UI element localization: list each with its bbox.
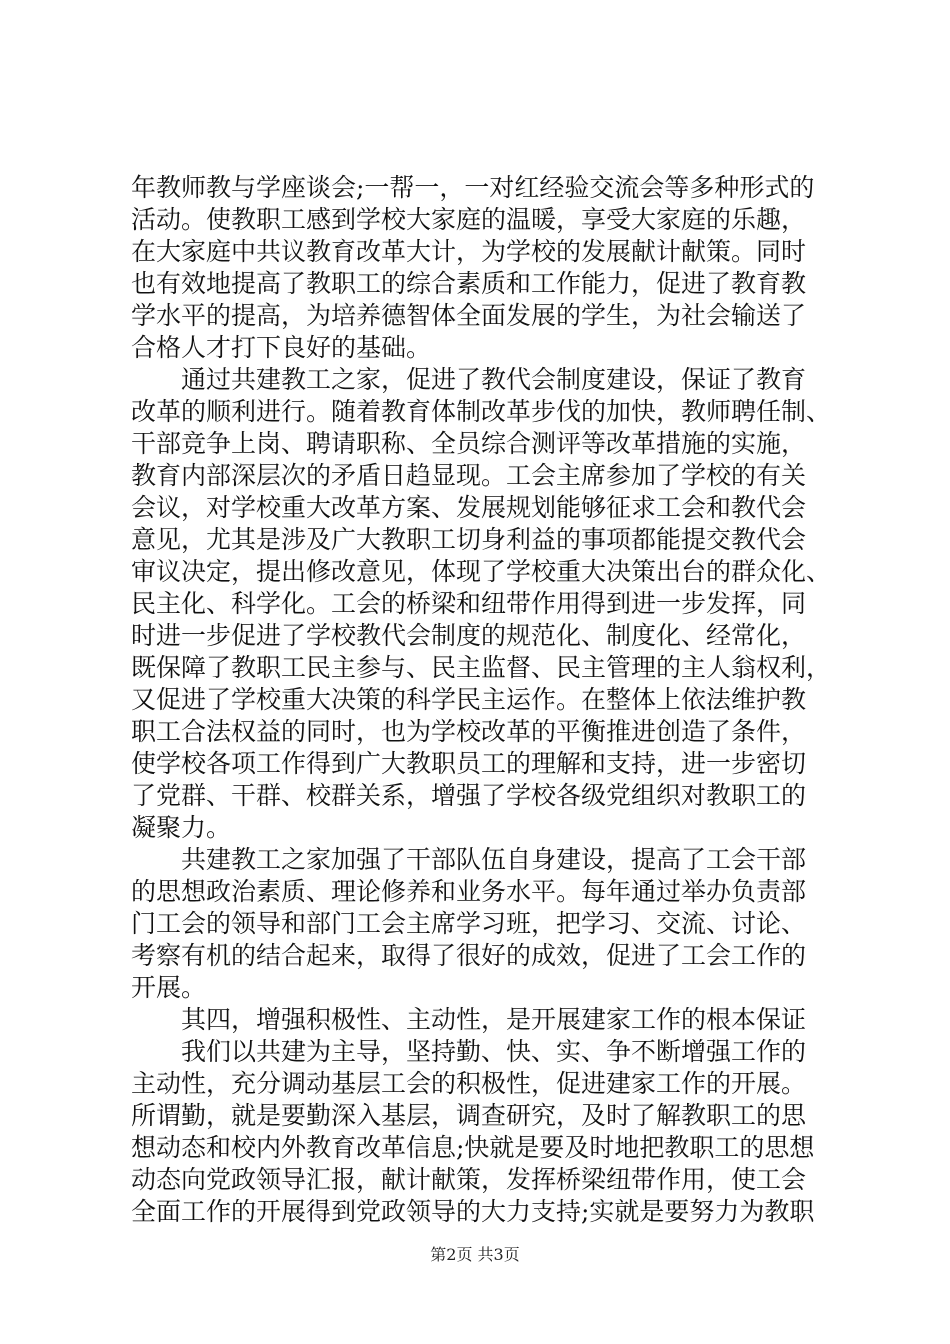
text-line: 使学校各项工作得到广大教职员工的理解和支持，进一步密切 — [131, 749, 807, 778]
text-line: 考察有机的结合起来，取得了很好的成效，促进了工会工作的 — [131, 941, 807, 970]
text-line: 职工合法权益的同时，也为学校改革的平衡推进创造了条件， — [131, 717, 807, 746]
text-line: 想动态和校内外教育改革信息;快就是要及时地把教职工的思想 — [131, 1133, 815, 1162]
text-line: 会议，对学校重大改革方案、发展规划能够征求工会和教代会 — [131, 493, 807, 522]
text-line: 民主化、科学化。工会的桥梁和纽带作用得到进一步发挥，同 — [131, 589, 807, 618]
body-text — [131, 172, 831, 1228]
text-line: 活动。使教职工感到学校大家庭的温暖，享受大家庭的乐趣， — [131, 205, 807, 234]
text-line: 时进一步促进了学校教代会制度的规范化、制度化、经常化， — [131, 621, 807, 650]
text-line: 意见，尤其是涉及广大教职工切身利益的事项都能提交教代会 — [131, 525, 807, 554]
text-line: 通过共建教工之家，促进了教代会制度建设，保证了教育 — [181, 365, 807, 394]
text-line: 的思想政治素质、理论修养和业务水平。每年通过举办负责部 — [131, 877, 807, 906]
text-line: 学水平的提高，为培养德智体全面发展的学生，为社会输送了 — [131, 301, 807, 330]
text-line: 改革的顺利进行。随着教育体制改革步伐的加快，教师聘任制、 — [131, 397, 832, 426]
page-footer: 第2页 共3页 — [430, 1245, 520, 1264]
text-line: 我们以共建为主导，坚持勤、快、实、争不断增强工作的 — [181, 1037, 807, 1066]
text-line: 在大家庭中共议教育改革大计，为学校的发展献计献策。同时 — [131, 237, 807, 266]
text-line: 凝聚力。 — [131, 813, 232, 842]
text-line: 干部竞争上岗、聘请职称、全员综合测评等改革措施的实施， — [131, 429, 807, 458]
text-line: 共建教工之家加强了干部队伍自身建设，提高了工会干部 — [181, 845, 807, 874]
text-line: 开展。 — [131, 973, 207, 1002]
text-line: 其四，增强积极性、主动性，是开展建家工作的根本保证 — [181, 1005, 807, 1034]
text-line: 所谓勤，就是要勤深入基层，调查研究，及时了解教职工的思 — [131, 1101, 807, 1130]
text-line: 全面工作的开展得到党政领导的大力支持;实就是要努力为教职 — [131, 1197, 815, 1226]
text-line: 年教师教与学座谈会;一帮一，一对红经验交流会等多种形式的 — [131, 173, 815, 202]
text-line: 教育内部深层次的矛盾日趋显现。工会主席参加了学校的有关 — [131, 461, 807, 490]
text-line: 审议决定，提出修改意见，体现了学校重大决策出台的群众化、 — [131, 557, 832, 586]
text-line: 了党群、干群、校群关系，增强了学校各级党组织对教职工的 — [131, 781, 807, 810]
text-line: 也有效地提高了教职工的综合素质和工作能力，促进了教育教 — [131, 269, 807, 298]
text-line: 合格人才打下良好的基础。 — [131, 333, 432, 362]
text-line: 又促进了学校重大决策的科学民主运作。在整体上依法维护教 — [131, 685, 807, 714]
text-line: 动态向党政领导汇报，献计献策，发挥桥梁纽带作用，使工会 — [131, 1165, 807, 1194]
text-line: 主动性，充分调动基层工会的积极性，促进建家工作的开展。 — [131, 1069, 807, 1098]
text-line: 既保障了教职工民主参与、民主监督、民主管理的主人翁权利， — [131, 653, 832, 682]
text-line: 门工会的领导和部门工会主席学习班，把学习、交流、讨论、 — [131, 909, 807, 938]
